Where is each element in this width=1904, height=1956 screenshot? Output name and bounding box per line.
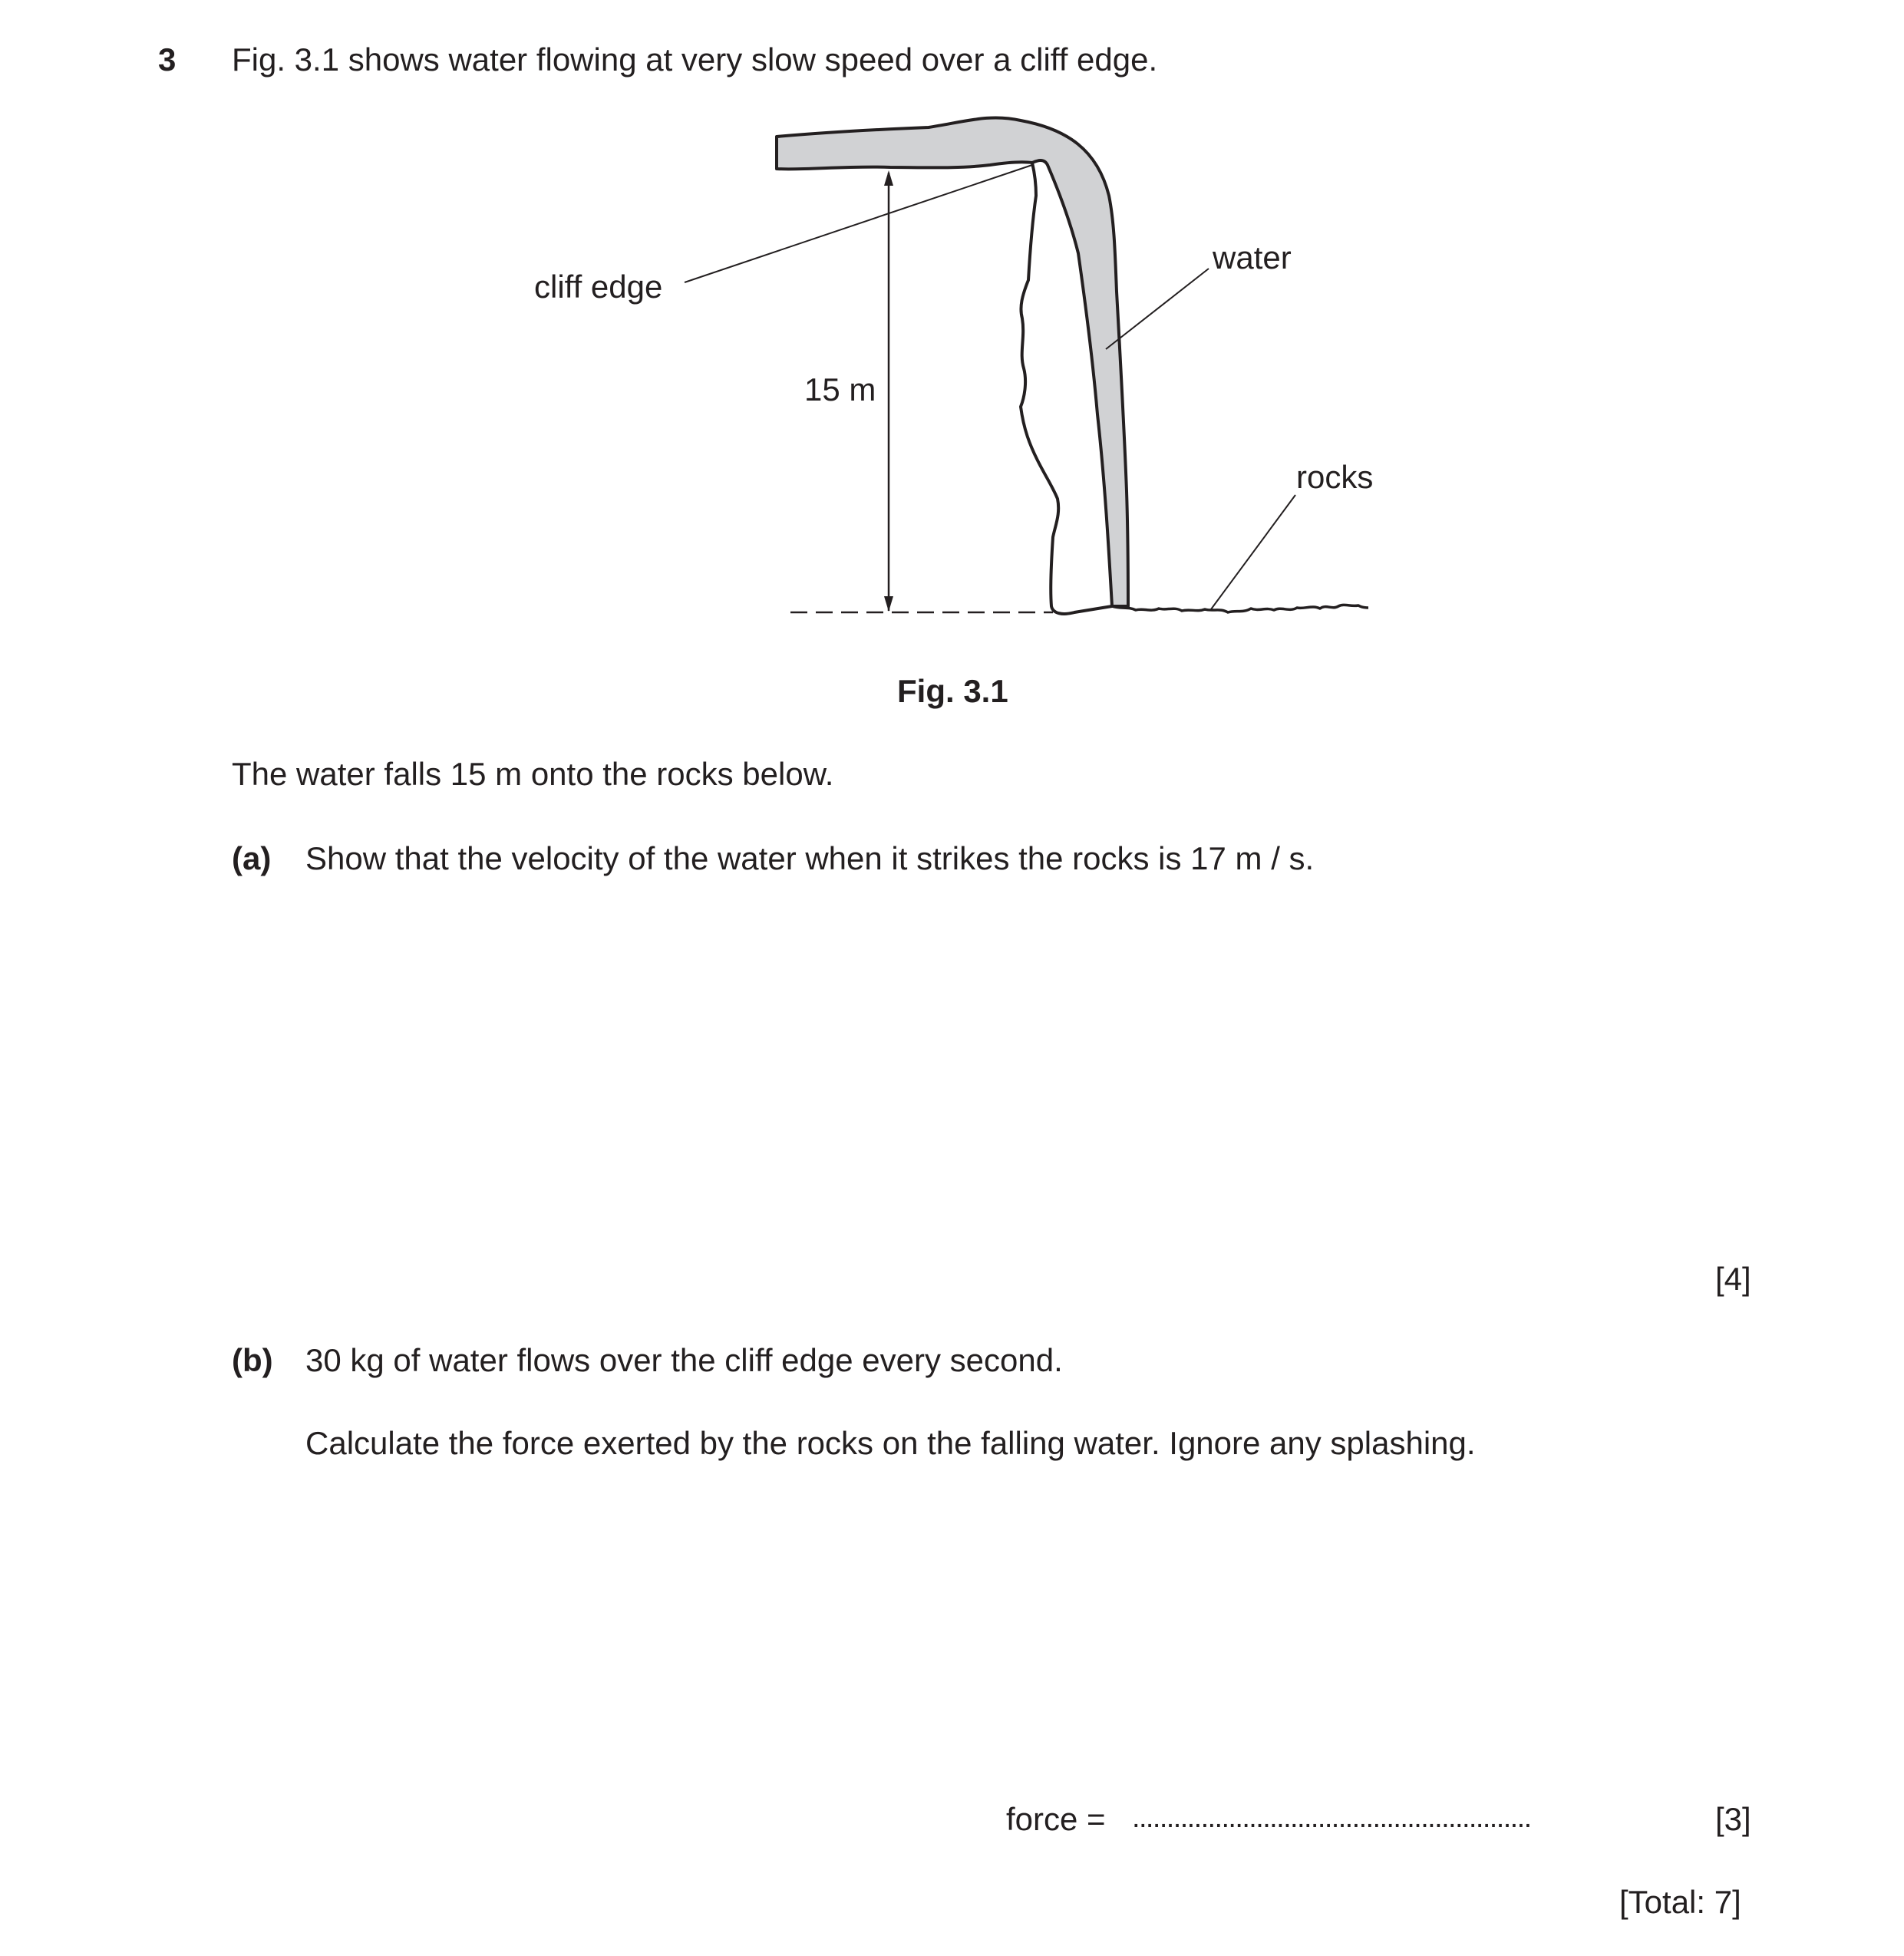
rocks-ground — [1112, 605, 1368, 612]
part-b-text-1: 30 kg of water flows over the cliff edge every second. — [305, 1342, 1063, 1378]
cliff-edge-label: cliff edge — [534, 269, 663, 305]
arrowhead-down-icon — [884, 596, 893, 612]
figure-caption: Fig. 3.1 — [897, 673, 1008, 709]
part-a-text: Show that the velocity of the water when it strikes the rocks is 17 m / s. — [305, 840, 1315, 876]
part-b-label: (b) — [232, 1342, 273, 1378]
total-marks: [Total: 7] — [1619, 1884, 1741, 1920]
water-leader-line — [1106, 269, 1209, 349]
figure-3-1-diagram — [0, 0, 1904, 709]
part-b-text-2: Calculate the force exerted by the rocks on the falling water. Ignore any splashing. — [305, 1425, 1476, 1461]
height-label: 15 m — [804, 371, 876, 407]
force-answer-label: force = — [1006, 1801, 1106, 1837]
statement-text: The water falls 15 m onto the rocks below. — [232, 756, 834, 792]
part-a-marks: [4] — [1715, 1261, 1751, 1297]
arrowhead-up-icon — [884, 170, 893, 186]
question-number: 3 — [158, 41, 177, 78]
water-label: water — [1213, 239, 1292, 275]
question-intro: Fig. 3.1 shows water flowing at very slow speed over a cliff edge. — [232, 41, 1158, 78]
rocks-label: rocks — [1296, 459, 1374, 495]
water-stream — [777, 117, 1128, 606]
rocks-leader-line — [1211, 495, 1295, 609]
cliff-edge-leader-line — [685, 165, 1032, 282]
force-answer-line[interactable]: .......................................................... — [1132, 1802, 1531, 1834]
part-a-label: (a) — [232, 840, 272, 876]
part-b-marks: [3] — [1715, 1801, 1751, 1837]
